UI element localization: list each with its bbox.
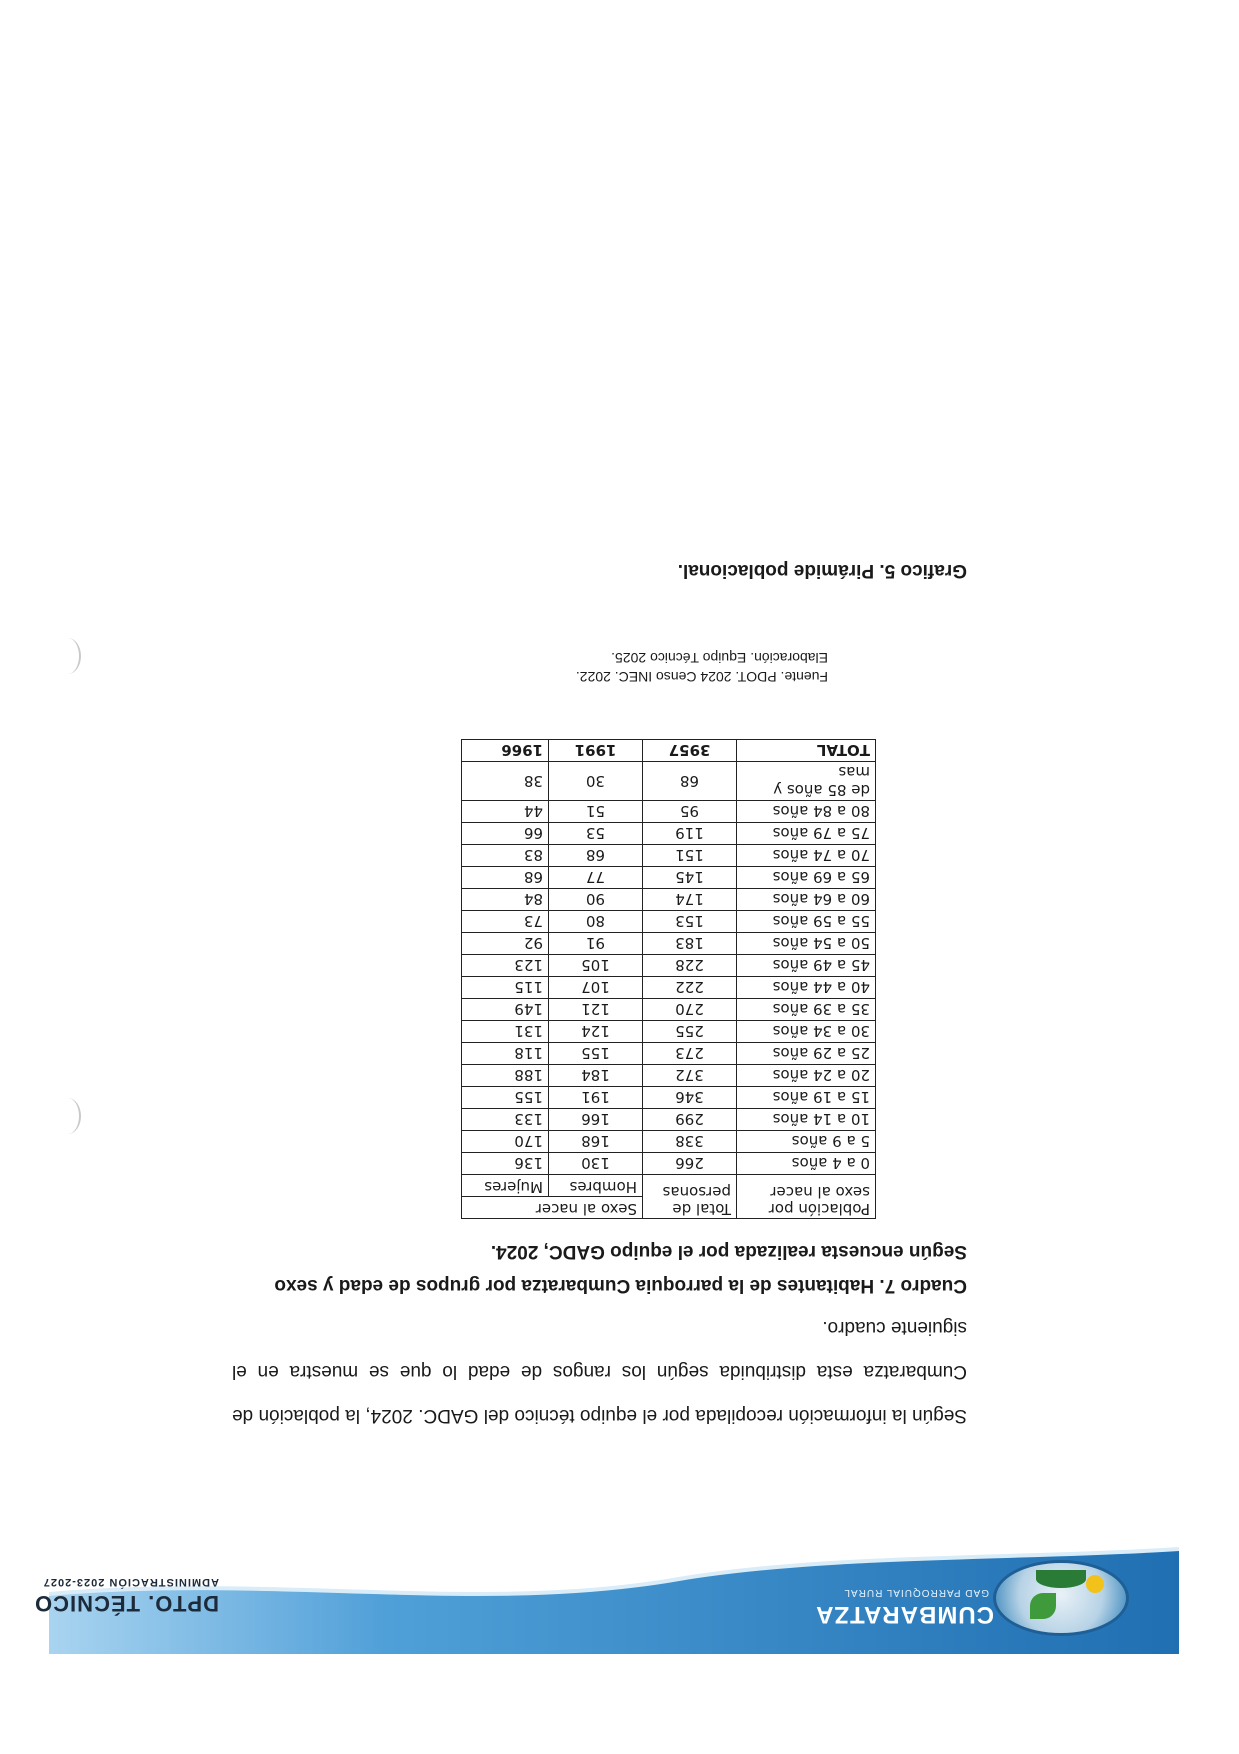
intro-paragraph: Según la información recopilada por el equipo técnico del GADC. 2024, la población de Cumbaratza esta distribuida según los rangos de edad lo que se muestra en el siguiente cuadro. xyxy=(232,1317,967,1426)
age-cell: 55 a 59 años xyxy=(737,911,876,933)
age-cell: 40 a 44 años xyxy=(737,977,876,999)
age-cell: 60 a 64 años xyxy=(737,889,876,911)
total-cell: 228 xyxy=(643,955,737,977)
women-cell: 133 xyxy=(462,1109,549,1131)
table-row xyxy=(462,1131,876,1153)
table-row xyxy=(462,955,876,977)
table-row xyxy=(462,762,876,801)
age-cell: 30 a 34 años xyxy=(737,1021,876,1043)
total-label-cell: TOTAL xyxy=(737,740,876,762)
population-table-container xyxy=(461,739,876,1219)
age-cell: de 85 años y mas xyxy=(737,762,876,801)
table-header-row xyxy=(462,1197,876,1219)
total-cell: 151 xyxy=(643,845,737,867)
total-cell: 338 xyxy=(643,1131,737,1153)
total-cell: 174 xyxy=(643,889,737,911)
women-cell: 66 xyxy=(462,823,549,845)
age-cell: 25 a 29 años xyxy=(737,1043,876,1065)
men-cell: 105 xyxy=(549,955,643,977)
men-cell: 77 xyxy=(549,867,643,889)
header-men: Hombres xyxy=(549,1175,643,1197)
total-men-cell: 1991 xyxy=(549,740,643,762)
table-row xyxy=(462,889,876,911)
table-row xyxy=(462,823,876,845)
women-cell: 188 xyxy=(462,1065,549,1087)
men-cell: 121 xyxy=(549,999,643,1021)
women-cell: 44 xyxy=(462,801,549,823)
table-row xyxy=(462,801,876,823)
women-cell: 118 xyxy=(462,1043,549,1065)
table-row xyxy=(462,1087,876,1109)
table-total-row xyxy=(462,740,876,762)
men-cell: 184 xyxy=(549,1065,643,1087)
women-cell: 115 xyxy=(462,977,549,999)
total-cell: 183 xyxy=(643,933,737,955)
table-row xyxy=(462,1021,876,1043)
men-cell: 53 xyxy=(549,823,643,845)
graph-caption: Grafico 5. Pirámide poblacional. xyxy=(677,560,967,581)
administration-period: ADMINISTRACIÓN 2023-2027 xyxy=(42,1576,219,1588)
age-cell: 80 a 84 años xyxy=(737,801,876,823)
women-cell: 170 xyxy=(462,1131,549,1153)
women-cell: 149 xyxy=(462,999,549,1021)
logo xyxy=(789,1556,1129,1636)
men-cell: 91 xyxy=(549,933,643,955)
age-cell: 10 a 14 años xyxy=(737,1109,876,1131)
total-cell: 299 xyxy=(643,1109,737,1131)
men-cell: 68 xyxy=(549,845,643,867)
age-cell: 50 a 54 años xyxy=(737,933,876,955)
total-cell: 68 xyxy=(643,762,737,801)
total-women-cell: 1966 xyxy=(462,740,549,762)
women-cell: 92 xyxy=(462,933,549,955)
age-cell: 0 a 4 años xyxy=(737,1153,876,1175)
men-cell: 80 xyxy=(549,911,643,933)
women-cell: 73 xyxy=(462,911,549,933)
age-cell: 45 a 49 años xyxy=(737,955,876,977)
total-cell: 95 xyxy=(643,801,737,823)
women-cell: 38 xyxy=(462,762,549,801)
total-cell: 346 xyxy=(643,1087,737,1109)
women-cell: 155 xyxy=(462,1087,549,1109)
table-row xyxy=(462,845,876,867)
total-cell: 266 xyxy=(643,1153,737,1175)
men-cell: 30 xyxy=(549,762,643,801)
header-sex-at-birth: Sexo al nacer xyxy=(462,1197,643,1219)
header-total-persons: Total de personas xyxy=(643,1175,737,1219)
table-row xyxy=(462,1109,876,1131)
age-cell: 20 a 24 años xyxy=(737,1065,876,1087)
punch-hole-mark xyxy=(55,1098,81,1134)
table-row xyxy=(462,1065,876,1087)
total-persons-cell: 3957 xyxy=(643,740,737,762)
table-row xyxy=(462,933,876,955)
header-population-by-sex: Población por sexo al nacer xyxy=(737,1175,876,1219)
total-cell: 270 xyxy=(643,999,737,1021)
women-cell: 136 xyxy=(462,1153,549,1175)
age-cell: 70 a 74 años xyxy=(737,845,876,867)
department-title: DPTO. TÉCNICO xyxy=(34,1591,219,1616)
age-cell: 65 a 69 años xyxy=(737,867,876,889)
men-cell: 168 xyxy=(549,1131,643,1153)
men-cell: 155 xyxy=(549,1043,643,1065)
women-cell: 68 xyxy=(462,867,549,889)
table-caption: Cuadro 7. Habitantes de la parroquia Cumbaratza por grupos de edad y sexo Según encuesta realizada por el equipo GADC, 2024. xyxy=(274,1241,967,1296)
table-row xyxy=(462,1153,876,1175)
table-row xyxy=(462,911,876,933)
age-cell: 75 a 79 años xyxy=(737,823,876,845)
header-women: Mujeres xyxy=(462,1175,549,1197)
age-cell: 5 a 9 años xyxy=(737,1131,876,1153)
table-source xyxy=(576,648,828,686)
punch-hole-mark xyxy=(55,638,81,674)
women-cell: 83 xyxy=(462,845,549,867)
total-cell: 145 xyxy=(643,867,737,889)
logo-name: CUMBARATZA xyxy=(815,1601,994,1628)
total-cell: 153 xyxy=(643,911,737,933)
logo-emblem-icon xyxy=(993,1560,1129,1636)
total-cell: 372 xyxy=(643,1065,737,1087)
age-cell: 15 a 19 años xyxy=(737,1087,876,1109)
source-fuente: Fuente. PDOT. 2024 Censo INEC. 2022. xyxy=(575,669,828,685)
population-table xyxy=(461,739,876,1219)
total-cell: 222 xyxy=(643,977,737,999)
men-cell: 51 xyxy=(549,801,643,823)
total-cell: 119 xyxy=(643,823,737,845)
logo-subtitle: GAD PARROQUIAL RURAL xyxy=(843,1587,989,1598)
table-row xyxy=(462,977,876,999)
table-row xyxy=(462,867,876,889)
women-cell: 84 xyxy=(462,889,549,911)
men-cell: 124 xyxy=(549,1021,643,1043)
men-cell: 90 xyxy=(549,889,643,911)
men-cell: 130 xyxy=(549,1153,643,1175)
men-cell: 166 xyxy=(549,1109,643,1131)
men-cell: 107 xyxy=(549,977,643,999)
age-cell: 35 a 39 años xyxy=(737,999,876,1021)
table-row xyxy=(462,1043,876,1065)
men-cell: 191 xyxy=(549,1087,643,1109)
total-cell: 255 xyxy=(643,1021,737,1043)
women-cell: 131 xyxy=(462,1021,549,1043)
letterhead xyxy=(34,1544,1179,1654)
total-cell: 273 xyxy=(643,1043,737,1065)
source-elaboracion: Elaboración. Equipo Técnico 2025. xyxy=(611,650,828,666)
table-body xyxy=(462,740,876,1175)
table-row xyxy=(462,999,876,1021)
women-cell: 123 xyxy=(462,955,549,977)
